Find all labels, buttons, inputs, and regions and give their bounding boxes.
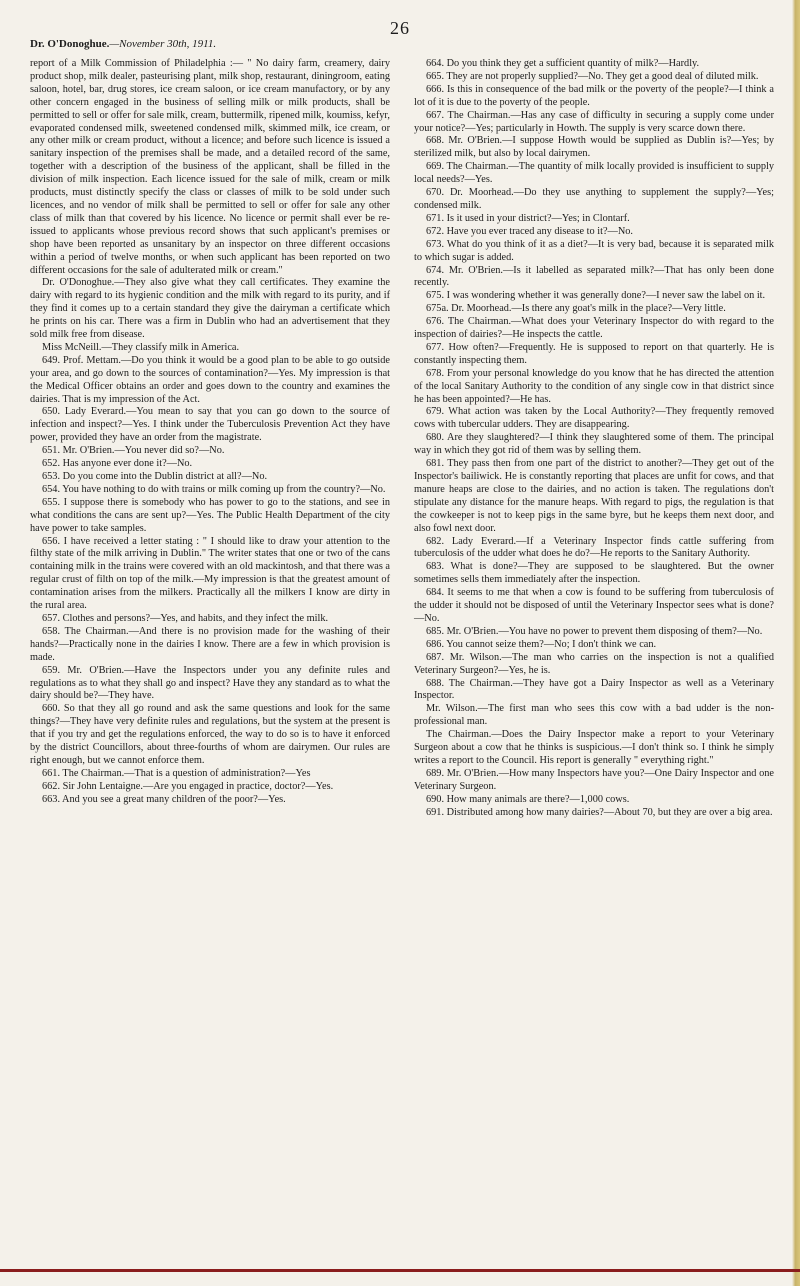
paragraph: 656. I have received a letter stating : " I should like to draw your attention to the filthy state of the milk arriving in Dublin." The writer states that one or two of the cans containing milk in the trains were covered with an old mackintosh, and that there was a regular crust of filth on top of the milk.—My impression is that the greatest amount of contamination arises from the milkers. Practically all the milkers I know are dirty in the rural area. [30,535,390,612]
paragraph: Miss McNeill.—They classify milk in America. [42,341,240,353]
paragraph: 675a. Dr. Moorhead.—Is there any goat's milk in the place?—Very little. [426,303,726,315]
header-speaker: Dr. O'Donoghue. [30,38,110,50]
page-edge-scan-artifact [792,0,800,1286]
paragraph: 689. Mr. O'Brien.—How many Inspectors have you?—One Dairy Inspector and one Veterinary Surgeon. [414,767,774,792]
paragraph: 664. Do you think they get a sufficient quantity of milk?—Hardly. [426,58,700,69]
paragraph: 676. The Chairman.—What does your Veterinary Inspector do with regard to the inspection of dairies?—He inspects the cattle. [414,316,774,341]
paragraph: 651. Mr. O'Brien.—You never did so?—No. [42,445,225,457]
paragraph: Mr. Wilson.—The first man who sees this cow with a bad udder is the non-professional man. [414,703,774,728]
paragraph: 673. What do you think of it as a diet?—It is very bad, because it is separated milk to which sugar is added. [414,238,774,263]
paragraph: 677. How often?—Frequently. He is supposed to report on that quarterly. He is constantly inspecting them. [414,341,774,366]
paragraph: The Chairman.—Does the Dairy Inspector make a report to your Veterinary Surgeon about a cow that he thinks is suspicious.—I don't think so. I think he simply writes a report to the Council. His report is generally " everything right." [414,729,774,766]
paragraph: 685. Mr. O'Brien.—You have no power to prevent them disposing of them?—No. [426,625,763,637]
paragraph: 686. You cannot seize them?—No; I don't think we can. [426,638,657,650]
paragraph: 668. Mr. O'Brien.—I suppose Howth would be supplied as Dublin is?—Yes; by sterilized milk, but also by local dairymen. [414,135,774,160]
paragraph: 649. Prof. Mettam.—Do you think it would be a good plan to be able to go outside your area, and go down to the sources of contamination?—Yes. My impression is that the Medical Officer obtains an order and goes down to the country and examines the dairies. That is my impression of the Act. [30,354,390,405]
paragraph: 675. I was wondering whether it was generally done?—I never saw the label on it. [426,290,766,302]
paragraph: 671. Is it used in your district?—Yes; in Clontarf. [426,212,630,224]
paragraph: 688. The Chairman.—They have got a Dairy Inspector as well as a Veterinary Inspector. [414,677,774,702]
page-number: 26 [390,18,410,38]
paragraph: 669. The Chairman.—The quantity of milk locally provided is insufficient to supply local needs?—Yes. [414,161,774,186]
paragraph: 657. Clothes and persons?—Yes, and habits, and they infect the milk. [42,612,329,624]
running-header [30,38,216,50]
paragraph: 660. So that they all go round and ask the same questions and look for the same things?—They have very definite rules and regulations, but the system at the present is that if you try and get the regulations enforced, the way to do so is to have it enforced by the district Councillors, about three-fourths of whom are dairymen. Our rules are right enough, but we cannot enforce them. [30,703,390,766]
header-date: —November 30th, 1911. [109,38,217,50]
paragraph: 681. They pass then from one part of the district to another?—They get out of the Inspector's bailiwick. He is constantly reporting that places are unfit for cows, and that manure heaps are close to the dairies, and no action is taken. The regulations don't stipulate any distance for the manure heaps. With regard to pigs, the regulation is that the cowkeeper is not to keep pigs in the same byre, but he keeps them next door, and also fowl next door. [414,458,774,534]
paragraph: 654. You have nothing to do with trains or milk coming up from the country?—No. [42,483,386,495]
paragraph: 680. Are they slaughtered?—I think they slaughtered some of them. The principal way in which they got rid of them was by selling them. [414,432,774,457]
left-column [30,58,390,807]
paragraph: 666. Is this in consequence of the bad milk or the poverty of the people?—I think a lot of it is due to the poverty of the people. [414,83,774,108]
right-column [414,58,774,819]
paragraph: report of a Milk Commission of Philadelphia :— " No dairy farm, creamery, dairy product shop, milk dealer, pasteurising plant, milk shop, restaurant, diningroom, eating saloon, hotel, bar, drug stores, ice cream saloon, or ice cream manufactory, or by any other concern engaged in the business of selling milk or milk products, shall be permitted to sell or offer for sale milk, cream, buttermilk, ripened milk, koumiss, kefyr, evaporated condensed milk, sweetened condensed milk, skimmed milk, ice cream, or any other milk or cream product, without a licence; and before such licence is issued a sanitary inspection of the premises shall be made, and a detailed record of the same, together with a description of the business of the applicant, shall be filled in the division of milk inspection. Each licence issued for the sale of milk, cream or milk products, must distinctly specify the class or classes of milk to be sold under such licences, and no vendor of milk shall be permitted to sell or offer for sale any other class of milk than that covered by his licence. No licence or permit shall ever be re-issued to applicants whose previous record shows that such applicant's premises or shop have been reported as unsanitary by an inspector on three different occasions within a period of twelve months, or when such applicant has been reported on two different occasions for the sale of adulterated milk or cream." [30,58,390,276]
paragraph: 690. How many animals are there?—1,000 cows. [426,793,630,805]
paragraph: 679. What action was taken by the Local Authority?—They frequently removed cows with tubercular udders. They are disappearing. [414,406,774,431]
paragraph: 658. The Chairman.—And there is no provision made for the washing of their hands?—Practically none in the dairies I know. There are a few in which provision is made. [30,625,390,663]
paragraph: 682. Lady Everard.—If a Veterinary Inspector finds cattle suffering from tuberculosis of the udder what does he do?—He reports to the Sanitary Authority. [414,535,774,560]
paragraph: 670. Dr. Moorhead.—Do they use anything to supplement the supply?—Yes; condensed milk. [414,187,774,211]
paragraph: 652. Has anyone ever done it?—No. [42,458,193,470]
paragraph: 665. They are not properly supplied?—No. They get a good deal of diluted milk. [426,70,759,82]
paragraph: 653. Do you come into the Dublin district at all?—No. [42,471,268,482]
paragraph: 659. Mr. O'Brien.—Have the Inspectors under you any definite rules and regulations as to what they shall go and inspect? Have they any standard as to what the dairy should be?—They have. [30,664,390,702]
paragraph: Dr. O'Donoghue.—They also give what they call certificates. They examine the dairy with regard to its hygienic condition and the milk with regard to its purity, and if they find it comes up to a certain standard they give the dairyman a certificate which he prints on his car. There was a firm in Dublin who had an advertisement that they sold milk free from disease. [30,277,390,341]
paragraph: 661. The Chairman.—That is a question of administration?—Yes [42,767,311,779]
paragraph: 655. I suppose there is somebody who has power to go to the stations, and see in what conditions the cans are sent up?—Yes. The Public Health Department of the city have power to take samples. [30,496,390,534]
paragraph: 683. What is done?—They are supposed to be slaughtered. But the owner sometimes sells them immediately after the inspection. [414,561,774,586]
paragraph: 662. Sir John Lentaigne.—Are you engaged in practice, doctor?—Yes. [42,780,334,792]
bottom-rule [0,1269,800,1272]
paragraph: 684. It seems to me that when a cow is found to be suffering from tuberculosis of the udder it should not be disposed of until the Veterinary Inspector sees what is done?—No. [414,587,774,624]
paragraph: 650. Lady Everard.—You mean to say that you can go down to the source of infection and inspect?—Yes. I think under the Tuberculosis Prevention Act they have power, provided they have an order from the magistrate. [30,406,390,444]
paragraph: 674. Mr. O'Brien.—Is it labelled as separated milk?—That has only been done recently. [414,264,774,289]
paragraph: 687. Mr. Wilson.—The man who carries on the inspection is not a qualified Veterinary Surgeon?—Yes, he is. [414,651,774,676]
paragraph: 678. From your personal knowledge do you know that he has directed the attention of the local Sanitary Authority to the condition of any single cow in that district since he has been appointed?—He has. [414,367,774,405]
paragraph: 663. And you see a great many children of the poor?—Yes. [42,793,286,805]
paragraph: 691. Distributed among how many dairies?—About 70, but they are over a big area. [426,806,773,818]
paragraph: 672. Have you ever traced any disease to it?—No. [426,225,634,237]
paragraph: 667. The Chairman.—Has any case of difficulty in securing a supply come under your notice?—Yes; particularly in Howth. The supply is very scarce down there. [414,109,774,134]
